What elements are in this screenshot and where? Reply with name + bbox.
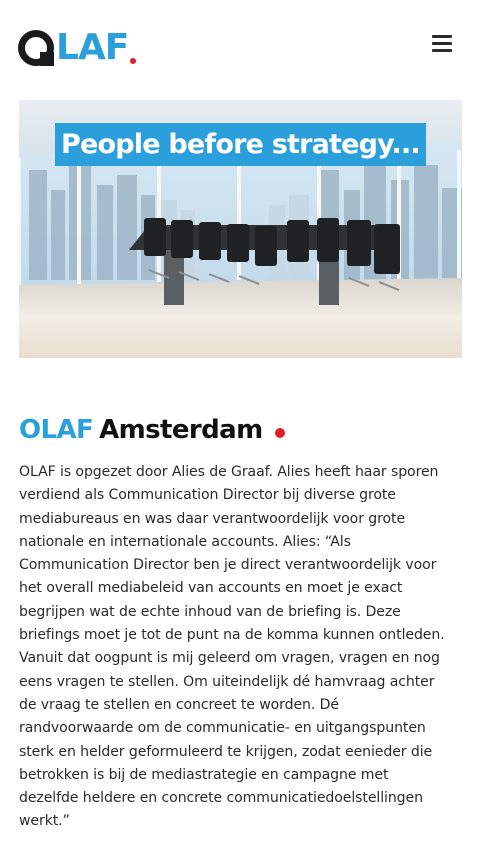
logo-dot-icon xyxy=(130,58,136,64)
section-heading xyxy=(19,410,285,450)
paragraph-line: Communication Director ben je direct verantwoordelijk voor xyxy=(19,557,437,574)
heading-brand: OLAF xyxy=(19,415,94,445)
paragraph-line: mediabureaus en was daar verantwoordelijk voor grote xyxy=(19,510,406,527)
hero-image xyxy=(19,100,462,358)
intro-paragraph xyxy=(19,461,459,834)
paragraph-line: werkt.” xyxy=(19,813,70,830)
hamburger-menu-icon[interactable] xyxy=(432,35,452,53)
paragraph-line: de vraag te stellen en concreet te worden. Dé xyxy=(19,696,339,713)
site-header xyxy=(0,0,482,90)
paragraph-line: begrijpen wat de echte inhoud van de briefing is. Deze xyxy=(19,603,401,620)
paragraph-line: OLAF is opgezet door Alies de Graaf. Alies heeft haar sporen xyxy=(19,464,439,480)
paragraph-line: nationale en internationale accounts. Alies: “Als xyxy=(19,533,351,550)
paragraph-line: sterk en helder geformuleerd te krijgen, zodat eenieder die xyxy=(19,743,433,760)
paragraph-line: Vanuit dat oogpunt is mij geleerd om vragen, vragen en nog xyxy=(19,650,440,667)
paragraph-line: verdiend als Communication Director bij diverse grote xyxy=(19,487,396,504)
paragraph-line: dezelfde heldere en concrete communicatiedoelstellingen xyxy=(19,790,423,807)
olaf-logo[interactable] xyxy=(18,22,136,66)
logo-text: LAF xyxy=(56,27,129,68)
paragraph-line: het overall mediabeleid van accounts en moet je exact xyxy=(19,580,403,597)
red-dot-icon xyxy=(275,428,285,438)
paragraph-line: randvoorwaarde om de communicatie- en uitgangspunten xyxy=(19,720,426,737)
paragraph-line: briefings moet je tot de punt na de komma kunnen ontleden. xyxy=(19,627,445,644)
paragraph-line: betrokken is bij de mediastrategie en campagne met xyxy=(19,766,389,783)
logo-q-mark-icon xyxy=(18,30,54,66)
hero-title: People before strategy... xyxy=(55,123,426,166)
paragraph-line: eens vragen te stellen. Om uiteindelijk dé hamvraag achter xyxy=(19,673,435,690)
heading-city: Amsterdam xyxy=(99,415,263,445)
